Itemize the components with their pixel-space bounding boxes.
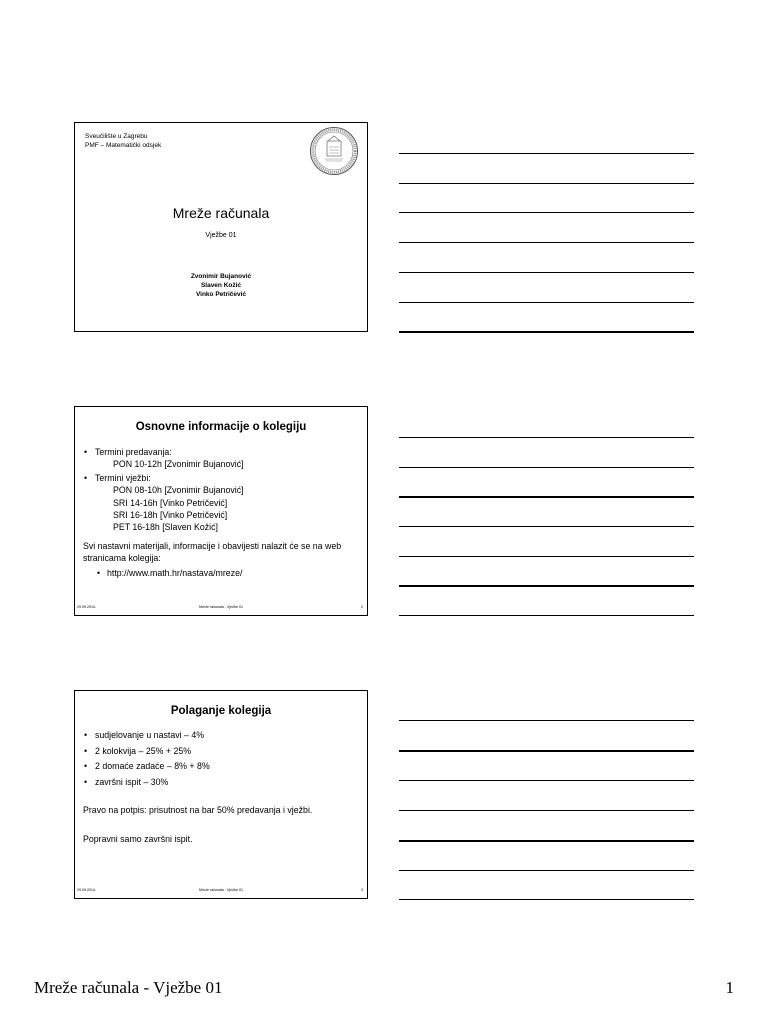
author-list [75, 272, 367, 299]
slide-footer [75, 604, 367, 610]
grading-item: • 2 domaće zadaće – 8% + 8% [83, 759, 359, 775]
note-line [399, 780, 694, 781]
bullet-item: • Termini vježbi: [83, 472, 359, 484]
institution-line: Sveučilište u Zagrebu [85, 133, 148, 140]
note-line [399, 153, 694, 154]
grading-item: • sudjelovanje u nastavi – 4% [83, 728, 359, 744]
note-line [399, 840, 694, 842]
note-line [399, 302, 694, 303]
author-name: Slaven Kožić [200, 282, 242, 289]
note-line [399, 810, 694, 811]
schedule-line: PON 08-10h [Zvonimir Bujanović] [113, 485, 244, 496]
slide-footer [75, 887, 367, 893]
retake-note: Popravni samo završni ispit. [83, 833, 193, 844]
note-line [399, 720, 694, 721]
course-url-link[interactable]: • http://www.math.hr/nastava/mreze/ [83, 567, 359, 579]
footer-date: 29.09.2014. [77, 888, 96, 892]
note-line [399, 556, 694, 557]
note-line [399, 242, 694, 243]
schedule-line: PET 16-18h [Slaven Kožić] [113, 522, 218, 533]
note-line [399, 467, 694, 468]
footer-title: Mreže računala - Vježbe 01 [199, 605, 243, 609]
note-line [399, 437, 694, 438]
schedule-line: SRI 14-16h [Vinko Petričević] [113, 497, 228, 508]
footer-date: 29.09.2014. [77, 605, 96, 609]
footer-title: Mreže računala - Vježbe 01 [199, 888, 243, 892]
bullet-item: • Termini predavanja: [83, 446, 359, 458]
note-line [399, 585, 694, 587]
slide-2-course-info [74, 406, 368, 616]
note-line [399, 212, 694, 213]
note-line [399, 331, 694, 333]
info-note: Svi nastavni materijali, informacije i obavijesti nalazit će se na web stranicama kolegija: [83, 540, 342, 564]
author-name: Vinko Petričević [195, 291, 247, 298]
slide-title: Osnovne informacije o kolegiju [135, 421, 307, 433]
slide-body [83, 446, 359, 579]
slide-3-grading [74, 690, 368, 899]
schedule-line: SRI 16-18h [Vinko Petričević] [113, 510, 228, 521]
page-footer: Mreže računala - Vježbe 01 [34, 978, 223, 997]
slide-title: Polaganje kolegija [170, 705, 272, 717]
slide-1-title [74, 122, 368, 332]
page-number: 1 [725, 978, 734, 997]
presentation-subtitle: Vježbe 01 [205, 232, 237, 239]
institution-line: PMF – Matematički odsjek [85, 141, 162, 149]
presentation-title: Mreže računala [172, 205, 270, 221]
author-name: Zvonimir Bujanović [190, 273, 252, 280]
note-line [399, 496, 694, 498]
institution-header [85, 133, 161, 150]
note-line [399, 615, 694, 616]
note-line [399, 870, 694, 871]
university-seal-icon [309, 126, 359, 176]
footer-slide-number: 3 [361, 888, 363, 892]
note-line [399, 526, 694, 527]
schedule-line: PON 10-12h [Zvonimir Bujanović] [113, 459, 244, 470]
grading-item: • završni ispit – 30% [83, 775, 359, 791]
slide-body [83, 728, 359, 847]
note-line [399, 272, 694, 273]
note-line [399, 899, 694, 900]
note-line [399, 750, 694, 752]
note-line [399, 183, 694, 184]
grading-item: • 2 kolokvija – 25% + 25% [83, 744, 359, 760]
signature-requirement: Pravo na potpis: prisutnost na bar 50% predavanja i vježbi. [83, 805, 313, 815]
footer-slide-number: 2 [361, 605, 363, 609]
